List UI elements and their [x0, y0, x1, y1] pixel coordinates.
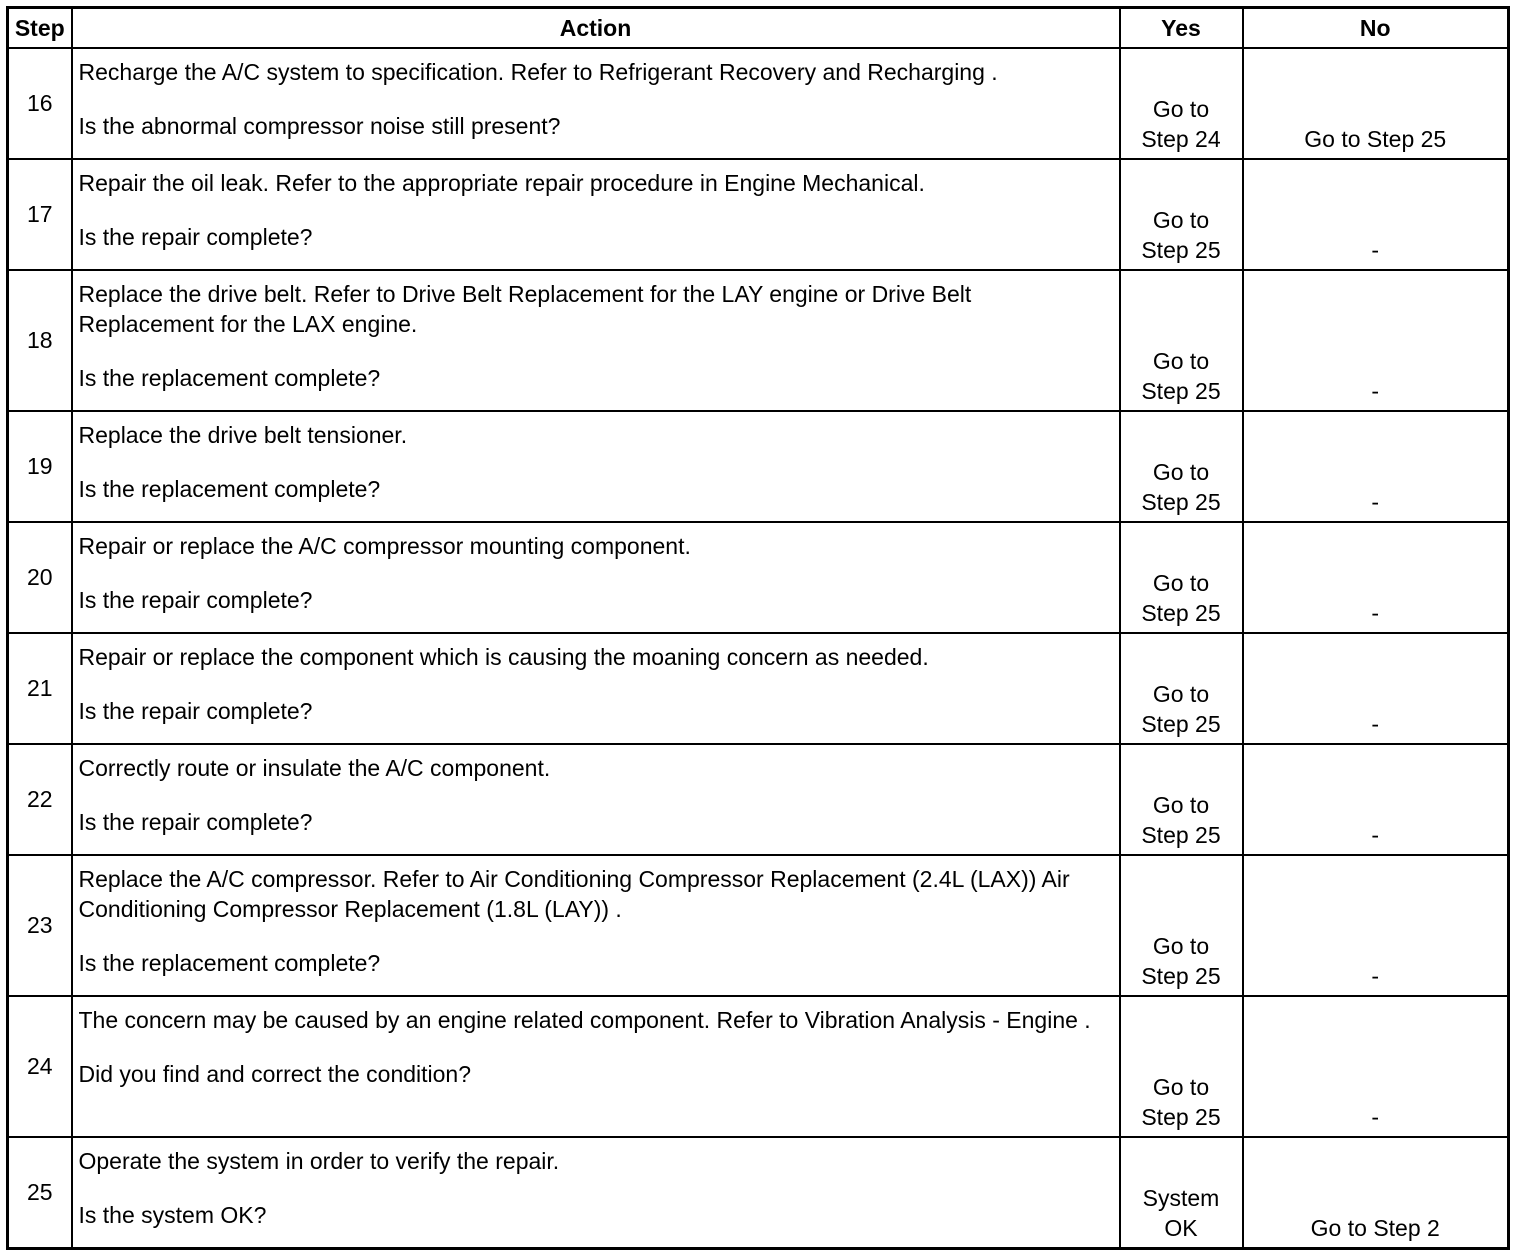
action-question: Is the system OK? — [78, 1202, 267, 1228]
yes-line-2: Step 25 — [1141, 963, 1221, 989]
action-cell — [72, 855, 1120, 996]
step-number: 17 — [8, 159, 72, 270]
no-column-header: No — [1243, 8, 1509, 49]
table-row — [8, 411, 1509, 522]
action-instruction: Repair the oil leak. Refer to the appropriate repair procedure in Engine Mechanical. — [78, 170, 925, 196]
yes-line-2: Step 25 — [1141, 822, 1221, 848]
action-column-header: Action — [72, 8, 1120, 49]
yes-cell — [1120, 996, 1243, 1137]
yes-cell — [1120, 744, 1243, 855]
step-number: 24 — [8, 996, 72, 1137]
yes-cell — [1120, 522, 1243, 633]
yes-line-2: Step 25 — [1141, 378, 1221, 404]
action-question: Is the replacement complete? — [78, 476, 381, 502]
no-cell: Go to Step 25 — [1243, 48, 1509, 159]
step-number: 16 — [8, 48, 72, 159]
yes-line-1: System — [1142, 1185, 1220, 1211]
action-question: Is the repair complete? — [78, 809, 313, 835]
action-question: Is the replacement complete? — [78, 950, 381, 976]
yes-cell — [1120, 855, 1243, 996]
step-number: 19 — [8, 411, 72, 522]
action-cell — [72, 1137, 1120, 1249]
yes-line-1: Go to — [1152, 933, 1210, 959]
header-row — [8, 8, 1509, 49]
step-column-header: Step — [8, 8, 72, 49]
no-cell: - — [1243, 855, 1509, 996]
action-question: Is the abnormal compressor noise still present? — [78, 113, 561, 139]
yes-line-1: Go to — [1152, 207, 1210, 233]
yes-cell — [1120, 633, 1243, 744]
yes-line-2: Step 25 — [1141, 711, 1221, 737]
yes-line-1: Go to — [1152, 1074, 1210, 1100]
action-cell — [72, 270, 1120, 411]
yes-cell — [1120, 1137, 1243, 1249]
table-row — [8, 270, 1509, 411]
table-row — [8, 633, 1509, 744]
yes-line-2: Step 25 — [1141, 237, 1221, 263]
action-instruction: Operate the system in order to verify the repair. — [78, 1148, 560, 1174]
yes-column-header: Yes — [1120, 8, 1243, 49]
table-row — [8, 996, 1509, 1137]
table-row — [8, 744, 1509, 855]
step-number: 20 — [8, 522, 72, 633]
action-question: Is the replacement complete? — [78, 365, 381, 391]
yes-cell — [1120, 270, 1243, 411]
yes-line-2: Step 24 — [1141, 126, 1221, 152]
action-cell — [72, 633, 1120, 744]
diagnostic-table — [6, 6, 1510, 1250]
action-cell — [72, 159, 1120, 270]
action-question: Did you find and correct the condition? — [78, 1061, 472, 1087]
yes-line-2: Step 25 — [1141, 600, 1221, 626]
yes-line-1: Go to — [1152, 348, 1210, 374]
table-row — [8, 1137, 1509, 1249]
yes-line-2: Step 25 — [1141, 489, 1221, 515]
yes-line-1: Go to — [1152, 96, 1210, 122]
no-cell: - — [1243, 744, 1509, 855]
action-cell — [72, 522, 1120, 633]
step-number: 23 — [8, 855, 72, 996]
yes-cell — [1120, 159, 1243, 270]
no-cell: - — [1243, 996, 1509, 1137]
action-cell — [72, 48, 1120, 159]
yes-cell — [1120, 48, 1243, 159]
action-instruction: Correctly route or insulate the A/C component. — [78, 755, 551, 781]
yes-cell — [1120, 411, 1243, 522]
yes-line-1: Go to — [1152, 792, 1210, 818]
step-number: 22 — [8, 744, 72, 855]
table-row — [8, 855, 1509, 996]
action-cell — [72, 411, 1120, 522]
yes-line-1: Go to — [1152, 459, 1210, 485]
step-number: 25 — [8, 1137, 72, 1249]
yes-line-1: Go to — [1152, 681, 1210, 707]
no-cell: Go to Step 2 — [1243, 1137, 1509, 1249]
table-row — [8, 522, 1509, 633]
action-instruction: Repair or replace the A/C compressor mounting component. — [78, 533, 691, 559]
no-cell: - — [1243, 270, 1509, 411]
yes-line-2: OK — [1164, 1215, 1198, 1241]
no-cell: - — [1243, 159, 1509, 270]
yes-line-1: Go to — [1152, 570, 1210, 596]
no-cell: - — [1243, 411, 1509, 522]
action-question: Is the repair complete? — [78, 587, 313, 613]
action-instruction: Repair or replace the component which is causing the moaning concern as needed. — [78, 644, 929, 670]
action-instruction: The concern may be caused by an engine related component. Refer to Vibration Analysis - Engine . — [78, 1007, 1091, 1033]
step-number: 21 — [8, 633, 72, 744]
action-question: Is the repair complete? — [78, 698, 313, 724]
no-cell: - — [1243, 522, 1509, 633]
action-instruction: Recharge the A/C system to specification. Refer to Refrigerant Recovery and Recharging . — [78, 59, 998, 85]
action-instruction: Replace the drive belt tensioner. — [78, 422, 408, 448]
yes-line-2: Step 25 — [1141, 1104, 1221, 1130]
table-row — [8, 48, 1509, 159]
action-cell — [72, 744, 1120, 855]
no-cell: - — [1243, 633, 1509, 744]
action-instruction: Replace the drive belt. Refer to Drive Belt Replacement for the LAY engine or Drive Belt Replacement for the LAX engine. — [78, 281, 972, 337]
action-cell — [72, 996, 1120, 1137]
table-row — [8, 159, 1509, 270]
action-instruction: Replace the A/C compressor. Refer to Air Conditioning Compressor Replacement (2.4L (LAX)) Air Conditioning Compressor Replacement (1.8L (LAY)) . — [78, 866, 1070, 922]
step-number: 18 — [8, 270, 72, 411]
action-question: Is the repair complete? — [78, 224, 313, 250]
